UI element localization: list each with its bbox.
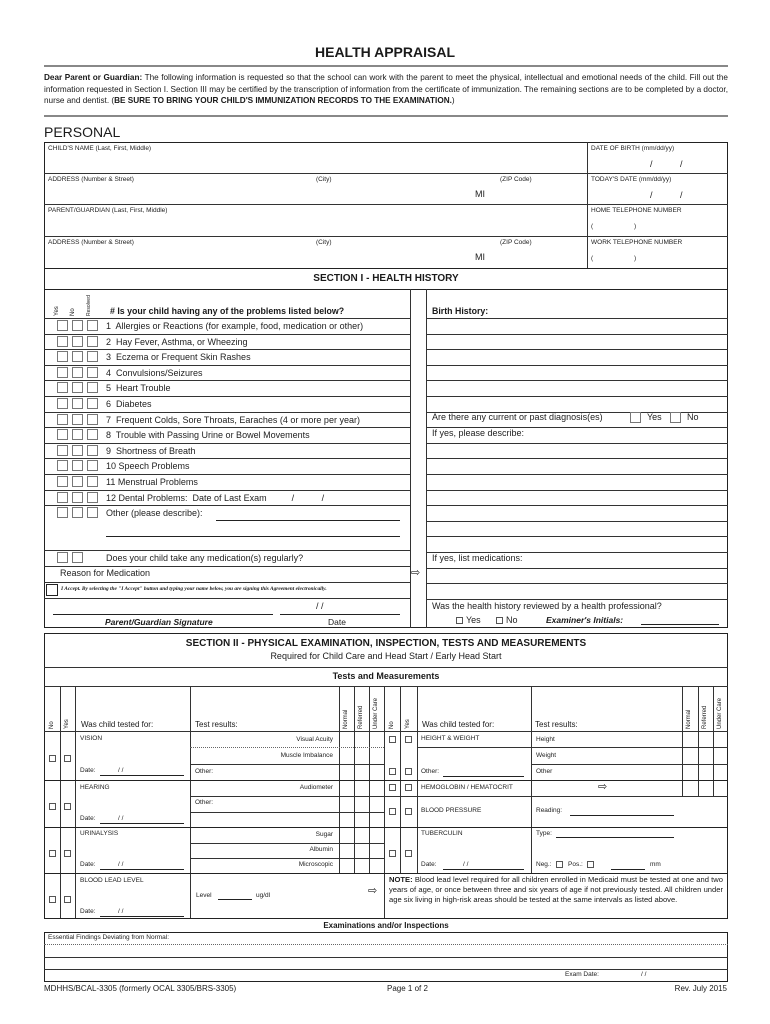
divider [44,236,728,237]
parent-guardian-field[interactable]: PARENT/GUARDIAN (Last, First, Middle) [48,207,168,214]
answer-line[interactable] [426,505,728,506]
col-results: Test results: [535,720,578,729]
urinalysis-date-label: Date: [80,861,96,868]
divider [190,843,384,844]
problem-yes-checkbox[interactable] [57,507,68,518]
level-label: Level [196,892,212,899]
page-title: HEALTH APPRAISAL [315,44,455,60]
problem-resolved-checkbox[interactable] [87,320,98,331]
problem-label: 9 Shortness of Breath [106,445,196,456]
problem-label: Other (please describe): [106,508,203,519]
problems-question: # Is your child having any of the problems listed below? [110,306,345,316]
problem-yes-checkbox[interactable] [57,429,68,440]
divider [417,747,728,748]
height-weight-yes-checkbox[interactable] [405,736,412,743]
reading-input[interactable] [570,815,674,816]
col-no: No [70,308,76,316]
reason-for-medication-field[interactable]: Reason for Medication [60,568,151,578]
height-label: Height [536,736,555,743]
blood-lead-label: BLOOD LEAD LEVEL [80,877,144,884]
divider [44,318,410,319]
col-tested: Was child tested for: [422,720,495,729]
divider [75,686,76,918]
problem-label: 12 Dental Problems: Date of Last Exam / / [106,492,325,503]
divider [44,380,410,381]
neg-label: Neg.: [536,861,552,868]
type-label: Type: [536,830,552,837]
problem-no-checkbox[interactable] [72,351,83,362]
problem-resolved-checkbox[interactable] [87,398,98,409]
problem-no-checkbox[interactable] [72,320,83,331]
tuberculin-date-label: Date: [421,861,437,868]
problem-label: 5 Heart Trouble [106,383,171,394]
note-text: Blood lead level required for all children enrolled in Medicaid must be tested at one and two years of age, or once between three and six years of age if not previously tested. All children under age six living in high-risk areas should be tested at the same intervals as listed above. [389,875,723,904]
medication-yes-checkbox[interactable] [57,552,68,563]
level-unit: ug/dl [256,892,271,899]
section2-title: SECTION II - PHYSICAL EXAMINATION, INSPECTION, TESTS AND MEASUREMENTS [185,638,587,649]
vision-no-checkbox[interactable] [49,755,56,762]
other-test-input[interactable] [443,776,524,777]
zip-field[interactable]: (ZIP Code) [500,176,532,183]
answer-line[interactable] [426,349,728,350]
microscopic-label: Microscopic [298,861,333,868]
divider [44,490,410,491]
divider [44,365,410,366]
problem-no-checkbox[interactable] [72,336,83,347]
col-yes: Yes [54,306,60,316]
tuberculin-yes-checkbox[interactable] [405,850,412,857]
birth-history-label: Birth History: [432,306,489,316]
diagnosis-question: Are there any current or past diagnosis(es) [432,412,603,422]
divider [44,349,410,350]
divider [44,598,410,599]
date-slashes: / / [316,601,324,611]
col-no: No [49,721,55,729]
other-test-yes-checkbox[interactable] [405,768,412,775]
zip-field-2[interactable]: (ZIP Code) [500,239,532,246]
problem-resolved-checkbox[interactable] [87,336,98,347]
reviewed-yes-checkbox[interactable] [456,617,463,624]
problem-yes-checkbox[interactable] [57,460,68,471]
col-tested: Was child tested for: [81,720,154,729]
divider [190,796,384,797]
problem-no-checkbox[interactable] [72,429,83,440]
hemoglobin-no-checkbox[interactable] [389,784,396,791]
answer-line[interactable] [426,458,728,459]
divider [190,812,384,813]
neg-checkbox[interactable] [556,861,563,868]
intro-line: of the child. Fill out the information requested in Section I. Section III may be certified by the transcription of information from the certificate of immunization. The [44,73,728,94]
level-input[interactable] [218,899,252,900]
problem-label: 1 Allergies or Reactions (for example, food, medication or other) [106,321,364,331]
answer-line[interactable] [426,380,728,381]
divider [531,764,728,765]
divider [44,582,410,583]
answer-line[interactable] [426,490,728,491]
hemoglobin-yes-checkbox[interactable] [405,784,412,791]
mm-input[interactable] [611,869,645,870]
intro-line: The following information is requested so that the school can work with the parent to meet the physical, intellectual and emotional needs [144,73,643,82]
phone-paren: ( [591,255,594,262]
col-under-care: Under Care [717,697,723,729]
section2-subtitle: Required for Child Care and Head Start / Early Head Start [270,651,502,661]
signature-input[interactable] [53,614,273,615]
intro-text [44,72,728,107]
exam-date-slashes: / / [641,971,647,978]
problem-resolved-checkbox[interactable] [87,445,98,456]
arrow-right-icon: ⇨ [368,885,378,897]
intro-emphasis: BE SURE TO BRING YOUR CHILD'S IMMUNIZATION RECORDS TO THE EXAMINATION. [114,96,452,105]
intro-lead: Dear Parent or Guardian: [44,73,143,82]
signature-date-input[interactable] [280,614,400,615]
answer-line[interactable] [426,568,728,569]
personal-box [44,142,728,269]
address-field-2[interactable]: ADDRESS (Number & Street) [48,239,134,246]
divider [44,396,410,397]
weight-label: Weight [536,752,557,759]
exam-date-label: Exam Date: [565,971,599,978]
urinalysis-yes-checkbox[interactable] [64,850,71,857]
col-yes: Yes [64,719,70,729]
divider [44,944,728,945]
blood-pressure-label: BLOOD PRESSURE [421,807,482,814]
sugar-label: Sugar [315,831,333,838]
intro-close: ) [451,96,455,105]
problem-yes-checkbox[interactable] [57,476,68,487]
date-slashes: / / [118,861,124,868]
answer-line[interactable] [426,443,728,444]
tests-heading: Tests and Measurements [332,671,440,681]
problem-yes-checkbox[interactable] [57,414,68,425]
problem-no-checkbox[interactable] [72,507,83,518]
problem-yes-checkbox[interactable] [57,445,68,456]
phone-paren: ( [591,223,594,230]
hearing-other-label: Other: [195,799,214,806]
hearing-no-checkbox[interactable] [49,803,56,810]
examiner-initials-label: Examiner's Initials: [546,615,624,625]
blood-lead-note [389,875,723,905]
problem-label: 8 Trouble with Passing Urine or Bowel Movements [106,430,310,441]
personal-heading: PERSONAL [44,124,121,140]
city-field-2[interactable]: (City) [316,239,332,246]
problem-label: 11 Menstrual Problems [106,477,198,487]
diagnosis-no-checkbox[interactable] [670,412,681,423]
other-describe-line[interactable] [216,520,400,521]
vision-other-label: Other: [195,768,214,775]
height-weight-label: HEIGHT & WEIGHT [421,735,480,742]
other-describe-line[interactable] [106,536,400,537]
address-field[interactable]: ADDRESS (Number & Street) [48,176,134,183]
problem-resolved-checkbox[interactable] [87,351,98,362]
col-resolved: Resolved [86,295,92,316]
height-weight-no-checkbox[interactable] [389,736,396,743]
divider [44,667,728,668]
answer-line[interactable] [426,396,728,397]
diagnosis-no-label: No [687,412,699,422]
section1-title: SECTION I - HEALTH HISTORY [313,273,459,284]
state-label: MI [475,252,485,262]
divider [44,458,410,459]
answer-line[interactable] [426,474,728,475]
problem-no-checkbox[interactable] [72,367,83,378]
signature-label: Parent/Guardian Signature [105,617,213,627]
answer-line[interactable] [426,536,728,537]
reviewed-no-label: No [506,615,518,625]
col-no: No [389,721,395,729]
col-results: Test results: [195,720,238,729]
divider [44,731,728,732]
other-result-label: Other [536,768,553,775]
examiner-initials-input[interactable] [641,624,719,625]
divider [44,957,728,958]
problem-yes-checkbox[interactable] [57,367,68,378]
form-id: MDHHS/BCAL-3305 (formerly OCAL 3305/BRS-3305) [44,984,237,993]
note-lead: NOTE: [389,875,413,884]
state-label: MI [475,189,485,199]
hemoglobin-label: HEMOGLOBIN / HEMATOCRIT [421,784,513,791]
col-referred: Referred [358,705,364,729]
muscle-imbalance-label: Muscle Imbalance [280,752,333,759]
problem-yes-checkbox[interactable] [57,351,68,362]
vision-yes-checkbox[interactable] [64,755,71,762]
pos-label: Pos.: [568,861,583,868]
medication-no-checkbox[interactable] [72,552,83,563]
mm-label: mm [650,861,661,868]
reviewed-yes-label: Yes [466,615,481,625]
col-yes: Yes [405,719,411,729]
city-field[interactable]: (City) [316,176,332,183]
problem-yes-checkbox[interactable] [57,336,68,347]
problem-label: 10 Speech Problems [106,461,190,472]
problem-no-checkbox[interactable] [72,460,83,471]
reviewed-no-checkbox[interactable] [496,617,503,624]
dob-slash: / [650,159,653,169]
page-number: Page 1 of 2 [387,984,428,993]
problem-no-checkbox[interactable] [72,398,83,409]
date-label: Date [328,617,346,627]
divider [44,505,410,506]
divider [44,289,728,290]
divider [44,474,410,475]
albumin-label: Albumin [309,846,333,853]
problem-resolved-checkbox[interactable] [87,367,98,378]
problem-resolved-checkbox[interactable] [87,507,98,518]
phone-paren: ) [634,223,637,230]
answer-line[interactable] [426,334,728,335]
problem-resolved-checkbox[interactable] [87,460,98,471]
reviewed-question: Was the health history reviewed by a health professional? [432,601,662,611]
hearing-label: HEARING [80,784,110,791]
other-test-no-checkbox[interactable] [389,768,396,775]
divider [44,780,384,781]
i-accept-checkbox[interactable] [46,584,58,596]
childs-name-field[interactable]: CHILD'S NAME (Last, First, Middle) [48,145,152,152]
divider [44,686,728,687]
divider [44,873,728,874]
findings-field[interactable]: Essential Findings Deviating from Normal: [48,934,170,941]
problem-resolved-checkbox[interactable] [87,414,98,425]
blood-pressure-no-checkbox[interactable] [389,808,396,815]
divider [44,443,410,444]
divider [44,550,410,551]
divider [44,334,410,335]
problem-yes-checkbox[interactable] [57,492,68,503]
dob-slash: / [680,159,683,169]
visual-acuity-label: Visual Acuity [296,736,333,743]
hearing-date-input[interactable] [100,823,184,824]
divider [44,827,384,828]
other-test-label: Other: [421,768,440,775]
answer-line[interactable] [426,599,728,600]
home-phone-field[interactable]: HOME TELEPHONE NUMBER [591,207,682,214]
divider [190,686,191,918]
col-referred: Referred [702,705,708,729]
divider [384,780,728,781]
problem-label: 2 Hay Fever, Asthma, or Wheezing [106,336,248,347]
problem-resolved-checkbox[interactable] [87,382,98,393]
divider [384,796,728,797]
divider [44,566,410,567]
blood-pressure-yes-checkbox[interactable] [405,808,412,815]
col-normal: Normal [686,709,692,729]
blood-lead-date-label: Date: [80,908,96,915]
date-of-birth-field[interactable]: DATE OF BIRTH (mm/dd/yy) [591,145,675,152]
urinalysis-no-checkbox[interactable] [49,850,56,857]
divider [44,969,728,970]
problem-no-checkbox[interactable] [72,445,83,456]
problem-label: 3 Eczema or Frequent Skin Rashes [106,352,251,363]
problem-yes-checkbox[interactable] [57,320,68,331]
divider [44,412,410,413]
urinalysis-label: URINALYSIS [80,830,119,837]
problem-no-checkbox[interactable] [72,476,83,487]
phone-paren: ) [634,255,637,262]
if-yes-describe-label: If yes, please describe: [432,428,525,438]
problem-resolved-checkbox[interactable] [87,429,98,440]
divider [587,142,588,269]
tuberculin-no-checkbox[interactable] [389,850,396,857]
answer-line[interactable] [426,521,728,522]
diagnosis-yes-checkbox[interactable] [630,412,641,423]
date-slashes: / / [118,815,124,822]
divider [44,204,728,205]
col-normal: Normal [343,709,349,729]
intro-line: remaining sections are to be completed by a doctor, nurse and dentist. ( [44,84,728,105]
divider [190,764,384,765]
problem-label: 6 Diabetes [106,399,152,409]
answer-line[interactable] [426,365,728,366]
answer-line[interactable] [426,583,728,584]
hearing-yes-checkbox[interactable] [64,803,71,810]
date-slashes: / / [118,908,124,915]
type-input[interactable] [556,837,674,838]
divider [44,115,728,117]
tuberculin-date-input[interactable] [443,869,524,870]
tuberculin-label: TUBERCULIN [421,830,463,837]
divider [384,827,728,828]
reading-label: Reading: [536,807,563,814]
vision-date-input[interactable] [100,775,184,776]
todays-date-field[interactable]: TODAY'S DATE (mm/dd/yy) [591,176,672,183]
if-yes-medications-label: If yes, list medications: [432,553,523,563]
divider [426,318,728,319]
divider [190,858,384,859]
problem-yes-checkbox[interactable] [57,382,68,393]
divider [384,686,385,918]
vision-label: VISION [80,735,103,742]
date-slashes: / / [463,861,469,868]
problem-resolved-checkbox[interactable] [87,476,98,487]
col-under-care: Under Care [373,697,379,729]
audiometer-label: Audiometer [299,784,333,791]
medication-question: Does your child take any medication(s) regularly? [106,553,304,563]
divider [60,686,61,918]
divider [190,747,384,748]
blood-lead-date-input[interactable] [100,916,184,917]
revision: Rev. July 2015 [674,984,727,993]
divider [44,173,728,174]
arrow-right-icon: ⇨ [411,567,421,579]
arrow-right-icon: ⇨ [598,781,608,793]
problem-label: 4 Convulsions/Seizures [106,367,203,378]
hearing-date-label: Date: [80,815,96,822]
vision-date-label: Date: [80,767,96,774]
i-accept-text: I Accept. By selecting the "I Accept" button and typing your name below, you are signing this Agreement electronically. [61,586,327,592]
date-slash: / [680,190,683,200]
problem-no-checkbox[interactable] [72,414,83,425]
blood-lead-no-checkbox[interactable] [49,896,56,903]
problem-resolved-checkbox[interactable] [87,492,98,503]
pos-checkbox[interactable] [587,861,594,868]
urinalysis-date-input[interactable] [100,869,184,870]
divider [44,427,410,428]
problem-no-checkbox[interactable] [72,382,83,393]
divider [44,65,728,67]
work-phone-field[interactable]: WORK TELEPHONE NUMBER [591,239,683,246]
date-slash: / [650,190,653,200]
blood-lead-yes-checkbox[interactable] [64,896,71,903]
problem-yes-checkbox[interactable] [57,398,68,409]
problem-label: 7 Frequent Colds, Sore Throats, Earaches (4 or more per year) [106,414,360,425]
problem-no-checkbox[interactable] [72,492,83,503]
date-slashes: / / [118,767,124,774]
diagnosis-yes-label: Yes [647,412,662,422]
exams-heading: Examinations and/or Inspections [323,921,449,930]
